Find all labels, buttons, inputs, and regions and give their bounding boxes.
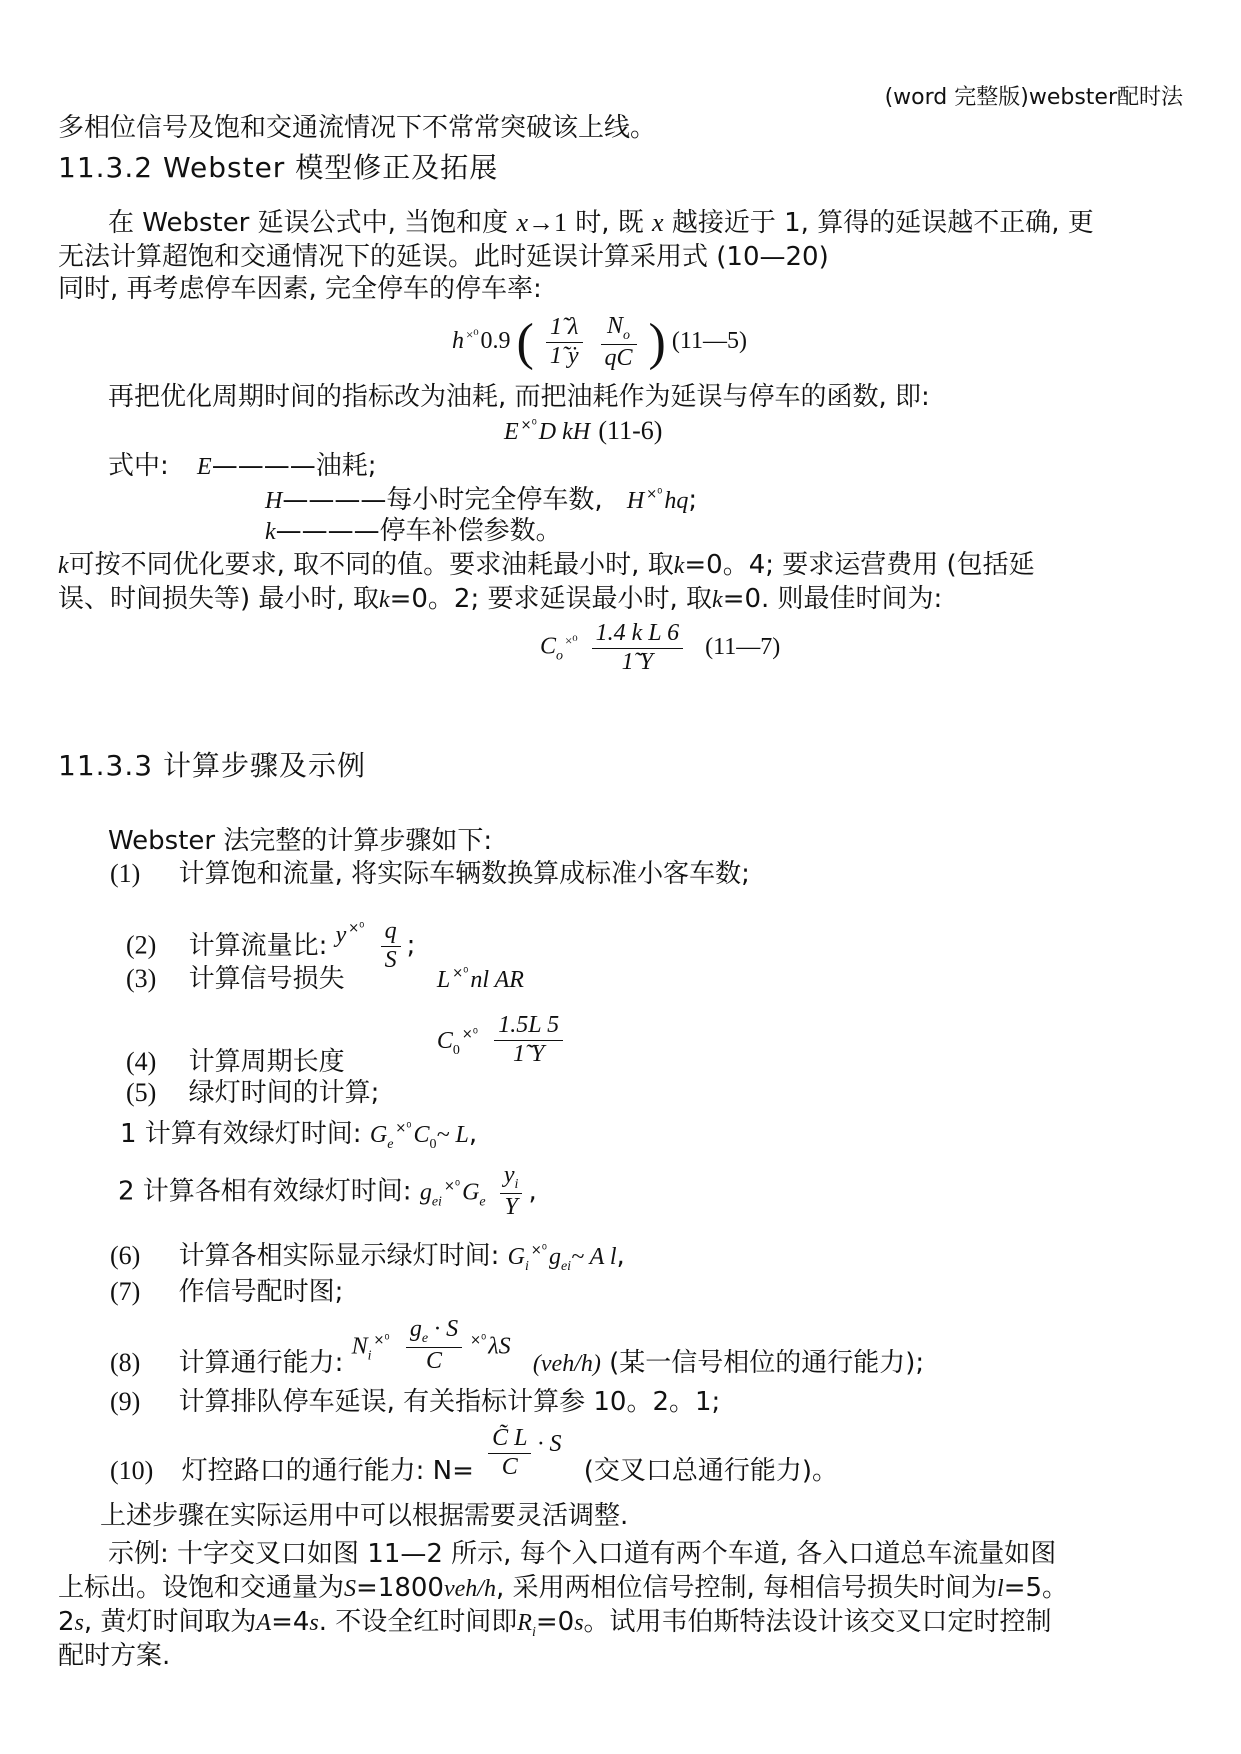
page-header: (word 完整版)webster配时法 <box>884 85 1183 110</box>
example-line4: 配时方案. <box>58 1641 171 1671</box>
step-5-sub-2: 2 计算各相有效绿灯时间: $g_{ei}^{\times^0}G_e$ $\frac{y_i}{Y}$ , <box>118 1162 537 1220</box>
fraction-intersection-capacity: $\frac{C̃ L}{C}$ <box>488 1425 531 1481</box>
paragraph-webster-line2: 无法计算超饱和交通情况下的延误。此时延误计算采用式 (10—20) <box>58 242 829 272</box>
fraction-q-over-s: $\frac{q}{S}$ <box>381 918 401 974</box>
step-2: (2) 计算流量比: y $^{\times^0}$ $\frac{q}{S}$ ; <box>126 918 416 973</box>
step-10: (10) 灯控路口的通行能力: N= $\frac{C̃ L}{C}$ · S (交叉口总通行能力)。 <box>110 1425 839 1486</box>
step-4: (4) 计算周期长度 $C_0^{\times^0}$ $\frac{1.5L 5}{1̃ Y}$ <box>126 1012 569 1068</box>
equation-11-7: $C_o^{\times^0}$ $\frac{\text{1.4 k L 6}}{1̃ Y}$ (11—7) <box>540 620 781 675</box>
paragraph-k-values-line2: 误、时间损失等) 最小时, 取k=0。2; 要求延误最小时, 取k=0. 则最佳时间为: <box>58 584 943 614</box>
definition-e: 式中: E————油耗; <box>108 451 377 481</box>
paragraph-webster-line3: 同时, 再考虑停车因素, 完全停车的停车率: <box>58 274 542 304</box>
equation-label-11-6: (11-6) <box>598 416 663 445</box>
paragraph-adjust: 上述步骤在实际运用中可以根据需要灵活调整. <box>100 1501 629 1531</box>
example-line3: 2s, 黄灯时间取为A=4s. 不设全红时间即$R_i=0s$。试用韦伯斯特法设计该交叉口定时控制 <box>58 1607 1052 1641</box>
paragraph-fuel-index: 再把优化周期时间的指标改为油耗, 而把油耗作为延误与停车的函数, 即: <box>108 382 930 412</box>
steps-intro: Webster 法完整的计算步骤如下: <box>108 826 493 856</box>
fraction-capacity: $\frac{g_e \cdot S}{C}$ <box>406 1316 462 1375</box>
example-line2: 上标出。设饱和交通量为S=1800veh/h, 采用两相位信号控制, 每相信号损失时间为l=5。 <box>58 1573 1069 1603</box>
paragraph-webster-line1: 在 Webster 延误公式中, 当饱和度 x→1 时, 既 x 越接近于 1, 算得的延误越不正确, 更 <box>108 208 1094 238</box>
step-6: (6) 计算各相实际显示绿灯时间: $G_i^{\times^0}g_{ei}\sim$ A l, <box>110 1241 625 1275</box>
fraction-optimal-cycle: $\frac{\text{1.4 k L 6}}{1̃ Y}$ <box>592 620 684 676</box>
definition-k: k————停车补偿参数。 <box>265 516 562 546</box>
step-1: (1) 计算饱和流量, 将实际车辆数换算成标准小客车数; <box>110 859 750 889</box>
step-8: (8) 计算通行能力: $N_i^{\times^0}$ $\frac{g_e \cdot S}{C}$ $^{\times^0}$λS (veh/h) (某一信号相位的通行能力); <box>110 1316 925 1379</box>
fraction-n-qc: $\frac{N_o}{qC}$ <box>601 313 637 372</box>
section-heading-11-3-3: 11.3.3 计算步骤及示例 <box>58 749 366 782</box>
step-3: (3) 计算信号损失 L $^{\times^0}$nl AR <box>126 964 524 994</box>
definition-h: H————每小时完全停车数, H $^{\times^0}$hq; <box>265 485 698 515</box>
fraction-yi-over-y: $\frac{y_i}{Y}$ <box>500 1162 523 1221</box>
section-heading-11-3-2: 11.3.2 Webster 模型修正及拓展 <box>58 151 499 184</box>
equation-label-11-5: (11—5) <box>671 328 747 355</box>
fraction-lambda-y: $\frac{1̃ \lambda}{\text{1̃ ẏ}}$ <box>546 314 583 370</box>
fraction-cycle-length: $\frac{1.5L 5}{1̃ Y}$ <box>494 1012 563 1068</box>
example-line1: 示例: 十字交叉口如图 11—2 所示, 每个入口道有两个车道, 各入口道总车流量如图 <box>108 1539 1057 1569</box>
equation-11-5: h $^{\times^0}$0.9 ( $\frac{1̃ \lambda}{\text{1̃ ẏ}}$ $\frac{N_o}{qC}$ ) (11—5) <box>452 312 747 371</box>
equation-11-6: E $^{\times^0}$D kH (11-6) <box>504 416 663 445</box>
equation-label-11-7: (11—7) <box>705 633 781 660</box>
step-5-sub-1: 1 计算有效绿灯时间: $G_e^{\times^0}C_0\sim$ L, <box>120 1119 478 1153</box>
step-5: (5) 绿灯时间的计算; <box>126 1078 380 1108</box>
intro-paragraph: 多相位信号及饱和交通流情况下不常常突破该上线。 <box>58 113 657 143</box>
paragraph-k-values-line1: k可按不同优化要求, 取不同的值。要求油耗最小时, 取k=0。4; 要求运营费用 (包括延 <box>58 550 1035 580</box>
step-7: (7) 作信号配时图; <box>110 1277 344 1307</box>
step-9: (9) 计算排队停车延误, 有关指标计算参 10。2。1; <box>110 1387 721 1417</box>
